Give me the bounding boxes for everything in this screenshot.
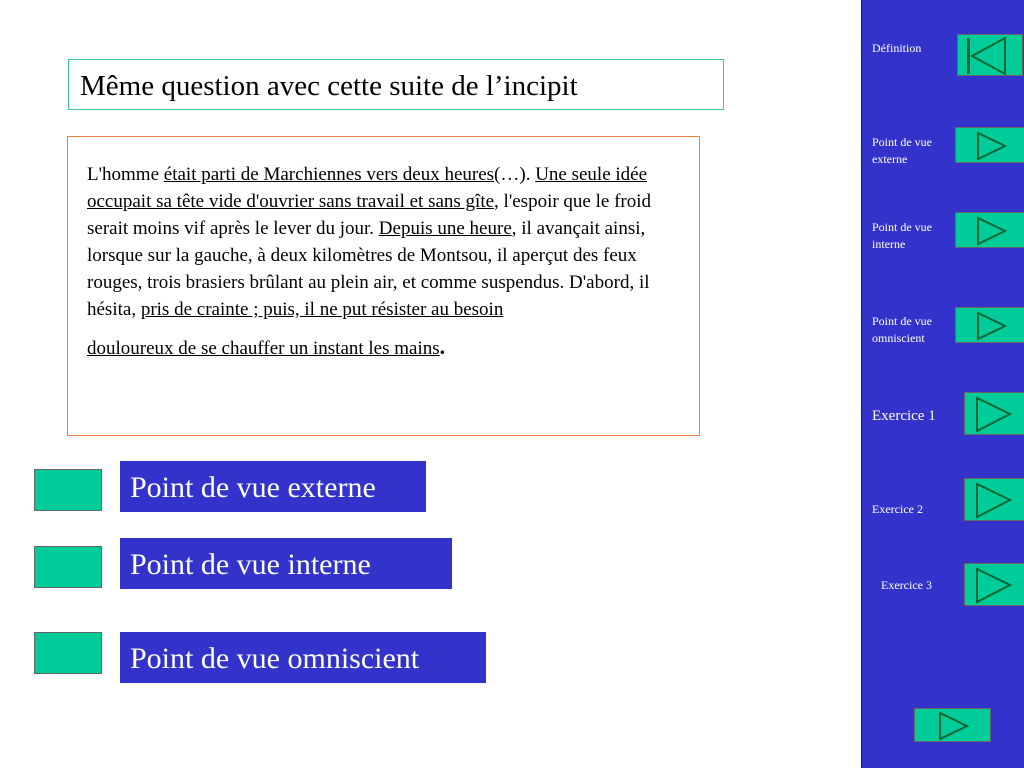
- sidebar-btn-exercice-2[interactable]: [964, 478, 1024, 521]
- sidebar-btn-interne[interactable]: [955, 212, 1024, 248]
- passage-segment: , il avançait ainsi, lorsque sur la gauche, à deux kilomètres de Montsou, il aperçut des feux rouges, trois brasiers brûlant au plein air, et comme suspendus. D'abord, il hésita,: [87, 218, 650, 320]
- sidebar-label-exercice-1: Exercice 1: [872, 408, 936, 424]
- passage-text: [87, 161, 677, 362]
- passage-segment: , l'espoir que le froid serait moins vif après le lever du jour.: [87, 191, 652, 239]
- sidebar-label-exercice-3: Exercice 3: [881, 578, 932, 592]
- page-title: Même question avec cette suite de l’incipit: [80, 70, 578, 102]
- sidebar-btn-exercice-3[interactable]: [964, 563, 1024, 606]
- choice-checkbox-interne[interactable]: [34, 546, 102, 588]
- play-arrow-icon: [956, 128, 1024, 164]
- choice-point-de-vue-interne[interactable]: Point de vue interne: [120, 538, 452, 589]
- sidebar-label-definition: Définition: [872, 41, 922, 55]
- skip-to-start-icon: [958, 35, 1024, 77]
- sidebar-btn-externe[interactable]: [955, 127, 1024, 163]
- passage-segment: L'homme: [87, 164, 164, 185]
- sidebar-label-interne: Point de vue interne: [872, 220, 932, 251]
- sidebar-btn-omniscient[interactable]: [955, 307, 1024, 343]
- choice-checkbox-omniscient[interactable]: [34, 632, 102, 674]
- choice-checkbox-externe[interactable]: [34, 469, 102, 511]
- sidebar-label-externe: Point de vue externe: [872, 135, 932, 166]
- choice-point-de-vue-externe[interactable]: Point de vue externe: [120, 461, 426, 512]
- sidebar-label-exercice-2: Exercice 2: [872, 502, 923, 516]
- passage-end: .: [439, 334, 446, 359]
- play-arrow-icon: [956, 213, 1024, 249]
- passage-segment: (…).: [494, 164, 536, 185]
- sidebar-label-omniscient: Point de vue omniscient: [872, 314, 932, 345]
- play-arrow-icon: [965, 564, 1024, 607]
- underlined-segment: douloureux de se chauffer un instant les mains: [87, 338, 440, 359]
- underlined-segment: Une seule idée occupait sa tête vide d'ouvrier sans travail et sans gîte: [87, 164, 648, 212]
- play-arrow-icon: [956, 308, 1024, 344]
- sidebar-btn-definition[interactable]: [957, 34, 1023, 76]
- underlined-segment: était parti de Marchiennes vers deux heures: [163, 164, 495, 185]
- next-slide-button[interactable]: [914, 708, 991, 742]
- play-arrow-icon: [965, 393, 1024, 436]
- play-arrow-icon: [915, 709, 992, 743]
- sidebar-btn-exercice-1[interactable]: [964, 392, 1024, 435]
- play-arrow-icon: [965, 479, 1024, 522]
- title-box: [68, 59, 724, 110]
- underlined-segment: pris de crainte ; puis, il ne put résister au besoin: [140, 299, 504, 320]
- passage-box: [67, 136, 700, 436]
- underlined-segment: Depuis une heure: [378, 218, 512, 239]
- sidebar-nav: [861, 0, 1024, 768]
- choice-point-de-vue-omniscient[interactable]: Point de vue omniscient: [120, 632, 486, 683]
